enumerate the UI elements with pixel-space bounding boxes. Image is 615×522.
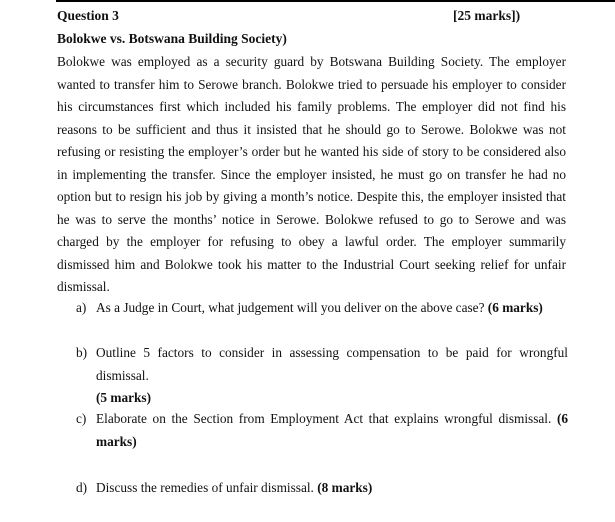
question-letter: a) xyxy=(76,300,87,315)
question-text: Discuss the remedies of unfair dismissal. xyxy=(96,480,314,495)
case-title: Bolokwe vs. Botswana Building Society) xyxy=(57,31,287,46)
sub-question-c xyxy=(76,408,568,453)
question-text: Elaborate on the Section from Employment Act that explains wrongful dismissal. xyxy=(96,411,552,426)
total-marks: [25 marks]) xyxy=(453,8,521,23)
question-text: As a Judge in Court, what judgement will you deliver on the above case? xyxy=(96,300,485,315)
sub-question-a xyxy=(76,297,568,320)
question-marks: (6 marks) xyxy=(487,300,543,315)
question-letter: b) xyxy=(76,345,88,360)
question-marks: (5 marks) xyxy=(96,390,152,405)
question-marks: (8 marks) xyxy=(317,480,373,495)
case-scenario-text: Bolokwe was employed as a security guard by Botswana Building Society. The employer wanted to transfer him to Serowe branch. Bolokwe tried to persuade his employer to consider his circumstances first which included his family problems. The employer did not find his reasons to be sufficient and thus it insisted that he should go to Serowe. Bolokwe was not refusing or resisting the employer’s order but he wanted his side of story to be considered also in implementing the transfer. Since the employer insisted, he must go on transfer he had no option but to resign his job by giving a month’s notice. Despite this, the employer insisted that he was to serve the months’ notice in Serowe. Bolokwe refused to go to Serowe and was charged by the employer for refusing to obey a lawful order. The employer summarily dismissed him and Bolokwe took his matter to the Industrial Court seeking relief for unfair dismissal. xyxy=(57,54,566,294)
sub-question-b xyxy=(76,342,568,410)
question-text: Outline 5 factors to consider in assessing compensation to be paid for wrongful dismissal. xyxy=(96,345,568,383)
question-title: Question 3 xyxy=(57,8,119,23)
top-rule xyxy=(56,0,615,2)
question-letter: c) xyxy=(76,411,87,426)
question-letter: d) xyxy=(76,480,88,495)
question-marks: (6 marks) xyxy=(96,411,569,449)
sub-question-d xyxy=(76,477,568,500)
